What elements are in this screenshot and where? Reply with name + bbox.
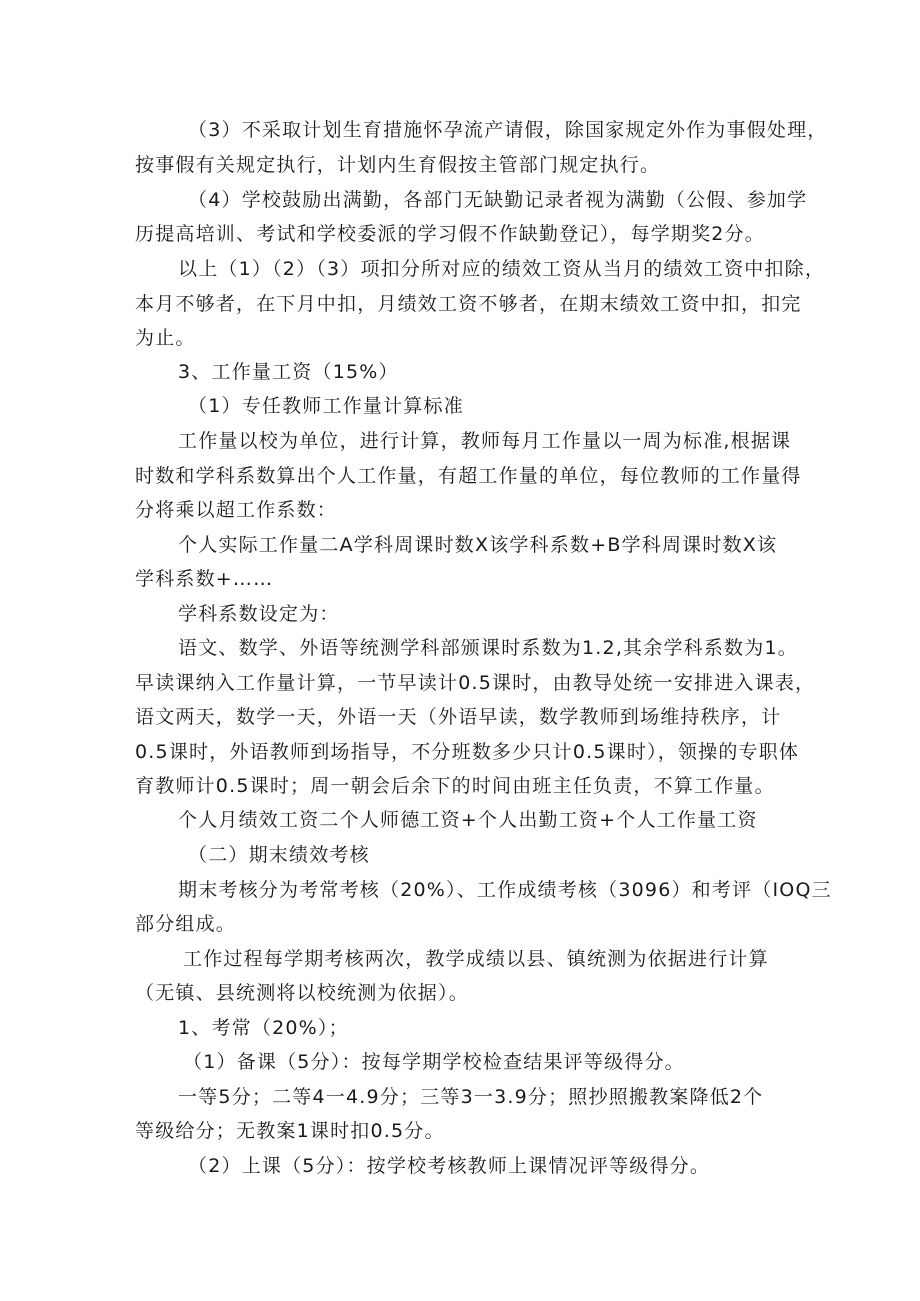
text-line: 期末考核分为考常考核（20%）、工作成绩考核（3096）和考评（IOQ三 (178, 879, 832, 901)
text-line: 等级给分；无教案1课时扣0.5分。 (135, 1120, 445, 1142)
text-line: 工作量以校为单位，进行计算，教师每月工作量以一周为标准,根据课 (178, 430, 792, 452)
text-line: （2）上课（5分）：按学校考核教师上课情况评等级得分。 (188, 1155, 711, 1177)
formula-line: 个人实际工作量二A学科周课时数X该学科系数+B学科周课时数X该 (178, 534, 778, 556)
text-line: 本月不够者，在下月中扣，月绩效工资不够者，在期末绩效工资中扣，扣完 (135, 293, 802, 315)
section-heading: 3、工作量工资（15%） (178, 361, 399, 383)
text-line: 为止。 (135, 327, 196, 349)
formula-line: 个人月绩效工资二个人师德工资+个人出勤工资+个人工作量工资 (178, 809, 758, 831)
text-line: 历提高培训、考试和学校委派的学习假不作缺勤登记），每学期奖2分。 (135, 223, 765, 245)
text-line: 育教师计0.5课时；周一朝会后余下的时间由班主任负责，不算工作量。 (135, 775, 775, 797)
text-line: 按事假有关规定执行，计划内生育假按主管部门规定执行。 (135, 154, 661, 176)
formula-line: 学科系数+…… (135, 568, 274, 590)
text-line: 分将乘以超工作系数： (135, 499, 338, 521)
text-line: 语文两天，数学一天，外语一天（外语早读，数学教师到场维持秩序，计 (135, 706, 782, 728)
text-line: 早读课纳入工作量计算，一节早读计0.5课时，由教导处统一安排进入课表， (135, 672, 816, 694)
text-line: （无镇、县统测将以校统测为依据）。 (135, 982, 469, 1004)
text-line: 部分组成。 (135, 913, 237, 935)
text-line: 一等5分；二等4一4.9分；三等3一3.9分；照抄照搬教案降低2个 (178, 1086, 764, 1108)
subsection-heading: （1）专任教师工作量计算标准 (188, 395, 464, 417)
section-heading: （二）期末绩效考核 (188, 844, 370, 866)
text-line: 学科系数设定为： (178, 603, 340, 625)
text-line: （3）不采取计划生育措施怀孕流产请假，除国家规定外作为事假处理， (188, 119, 828, 141)
text-line: 以上（1）（2）（3）项扣分所对应的绩效工资从当月的绩效工资中扣除， (178, 258, 826, 280)
text-line: 工作过程每学期考核两次，教学成绩以县、镇统测为依据进行计算 (183, 948, 769, 970)
text-line: 0.5课时，外语教师到场指导，不分班数多少只计0.5课时），领操的专职体 (135, 741, 800, 763)
text-line: （4）学校鼓励出满勤，各部门无缺勤记录者视为满勤（公假、参加学 (188, 189, 808, 211)
text-line: （1）备课（5分）：按每学期学校检查结果评等级得分。 (183, 1051, 685, 1073)
text-line: 时数和学科系数算出个人工作量，有超工作量的单位，每位教师的工作量得 (135, 465, 802, 487)
text-line: 语文、数学、外语等统测学科部颁课时系数为1.2,其余学科系数为1。 (178, 637, 798, 659)
section-heading: 1、考常（20%）； (178, 1017, 349, 1039)
